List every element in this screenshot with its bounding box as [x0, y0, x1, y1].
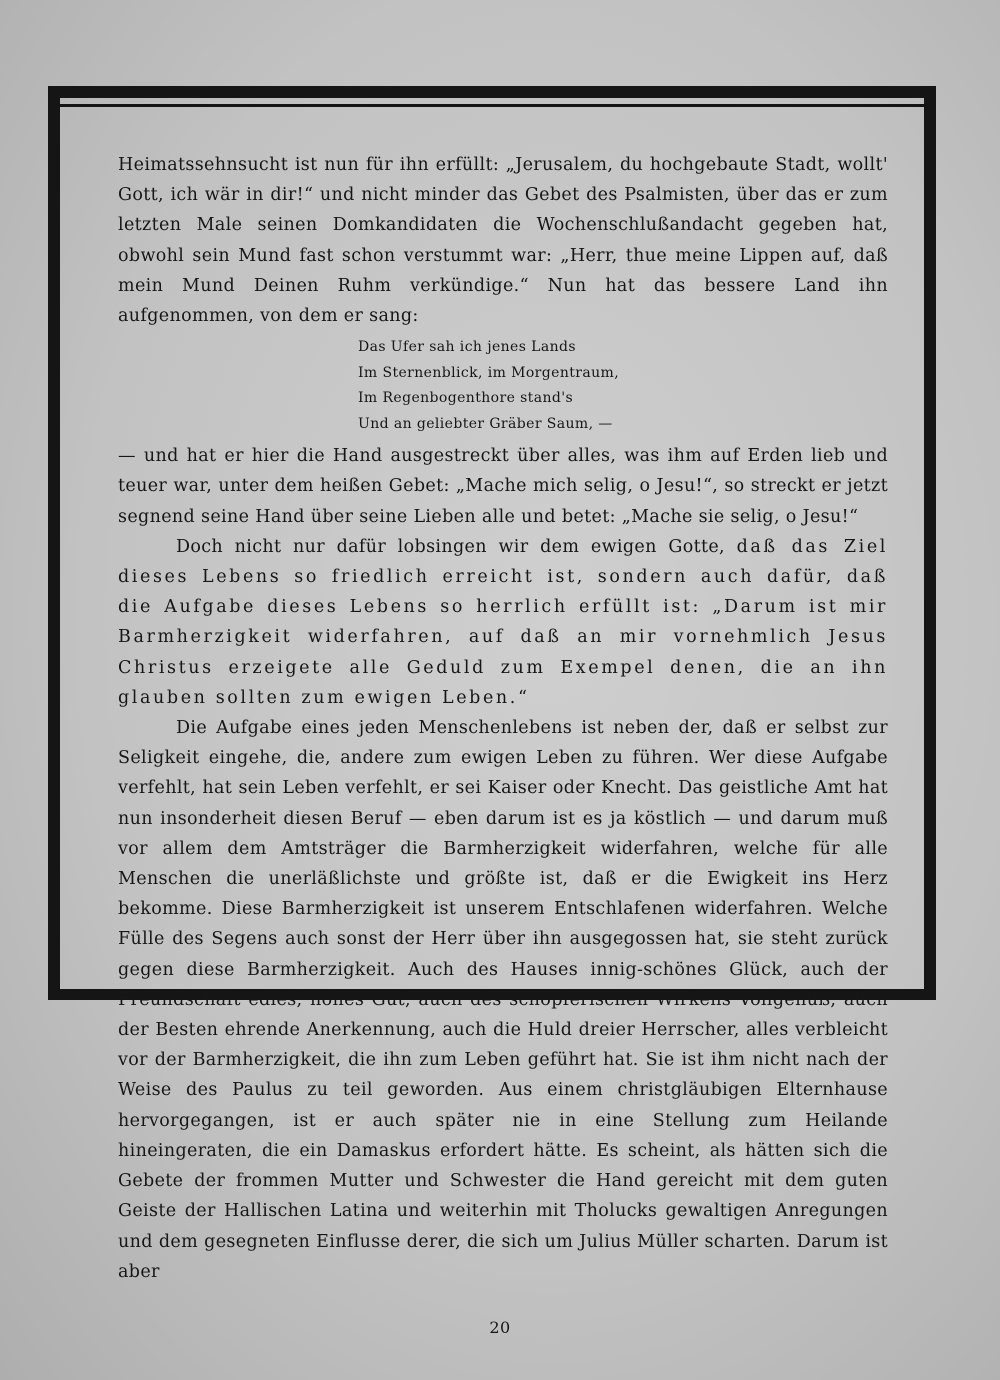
paragraph-2 [118, 532, 888, 713]
text-body [118, 150, 888, 1287]
paragraph-2-lead: Doch nicht nur dafür lobsingen wir dem ewigen Gotte, [176, 536, 737, 557]
paragraph-after-verse: — und hat er hier die Hand ausgestreckt über alles, was ihm auf Erden lieb und teuer war, unter dem heißen Gebet: „Mache mich selig, o Jesu!“, so streckt er jetzt segnend seine Hand über seine Lieben alle und betet: „Mache sie selig, o Jesu!“ [118, 446, 888, 527]
page-number: 20 [489, 1318, 511, 1337]
verse-line: Im Sternenblick, im Morgentraum, [358, 364, 620, 381]
verse-line: Im Regenbogenthore stand's [358, 390, 574, 407]
verse-line: Und an geliebter Gräber Saum, — [358, 415, 613, 432]
paragraph-intro: Heimatssehnsucht ist nun für ihn erfüllt: „Jerusalem, du hochgebaute Stadt, wollt' Gott, ich wär in dir!“ und nicht minder das Gebet des Psalmisten, über das er zum letzten Male seinen Domkandidaten die Wochenschlußandacht gegeben hat, obwohl sein Mund fast schon verstummt war: „Herr, thue meine Lippen auf, daß mein Mund Deinen Ruhm verkündige.“ Nun hat das bessere Land ihn aufgenommen, von dem er sang: [118, 155, 888, 327]
verse-line: Das Ufer sah ich jenes Lands [358, 339, 576, 356]
paragraph-2-emphasis: daß das Ziel dieses Lebens so friedlich erreicht ist, sondern auch dafür, daß die Aufgabe dieses Lebens so herrlich erfüllt ist: „Darum ist mir Barmherzigkeit widerfahren, auf daß an mir vornehmlich Jesus Christus erzeigete alle Geduld zum Exempel denen, die an ihn glauben sollten zum ewigen Leben.“ [118, 536, 888, 708]
paragraph-3: Die Aufgabe eines jeden Menschenlebens ist neben der, daß er selbst zur Seligkeit eingehe, die, andere zum ewigen Leben zu führen. Wer diese Aufgabe verfehlt, hat sein Leben verfehlt, er sei Kaiser oder Knecht. Das geistliche Amt hat nun insonderheit diesen Beruf — eben darum ist es ja köstlich — und darum muß vor allem dem Amtsträger die Barmherzigkeit widerfahren, welche für alle Menschen die unerläßlichste und größte ist, daß er die Ewigkeit ins Herz bekomme. Diese Barmherzigkeit ist unserem Entschlafenen widerfahren. Welche Fülle des Segens auch sonst der Herr über ihn ausgegossen hat, sie steht zurück gegen diese Barmherzigkeit. Auch des Hauses innig-schönes Glück, auch der Freundschaft edles, hohes Gut, auch des schöpferischen Wirkens Vollgenuß, auch der Besten ehrende Anerkennung, auch die Huld dreier Herrscher, alles verbleicht vor der Barmherzigkeit, die ihn zum Leben geführt hat. Sie ist ihm nicht nach der Weise des Paulus zu teil geworden. Aus einem christgläubigen Elternhause hervorgegangen, ist er auch später nie in eine Stellung zum Heilande hineingeraten, die ein Damaskus erfordert hätte. Es scheint, als hätten sich die Gebete der frommen Mutter und Schwester die Hand gereicht mit dem guten Geiste der Hallischen Latina und weiterhin mit Tholucks gewaltigen Anregungen und dem gesegneten Einflusse derer, die sich um Julius Müller scharten. Darum ist aber [118, 718, 888, 1282]
verse-block [358, 335, 888, 437]
border-inner-rule [60, 104, 924, 107]
